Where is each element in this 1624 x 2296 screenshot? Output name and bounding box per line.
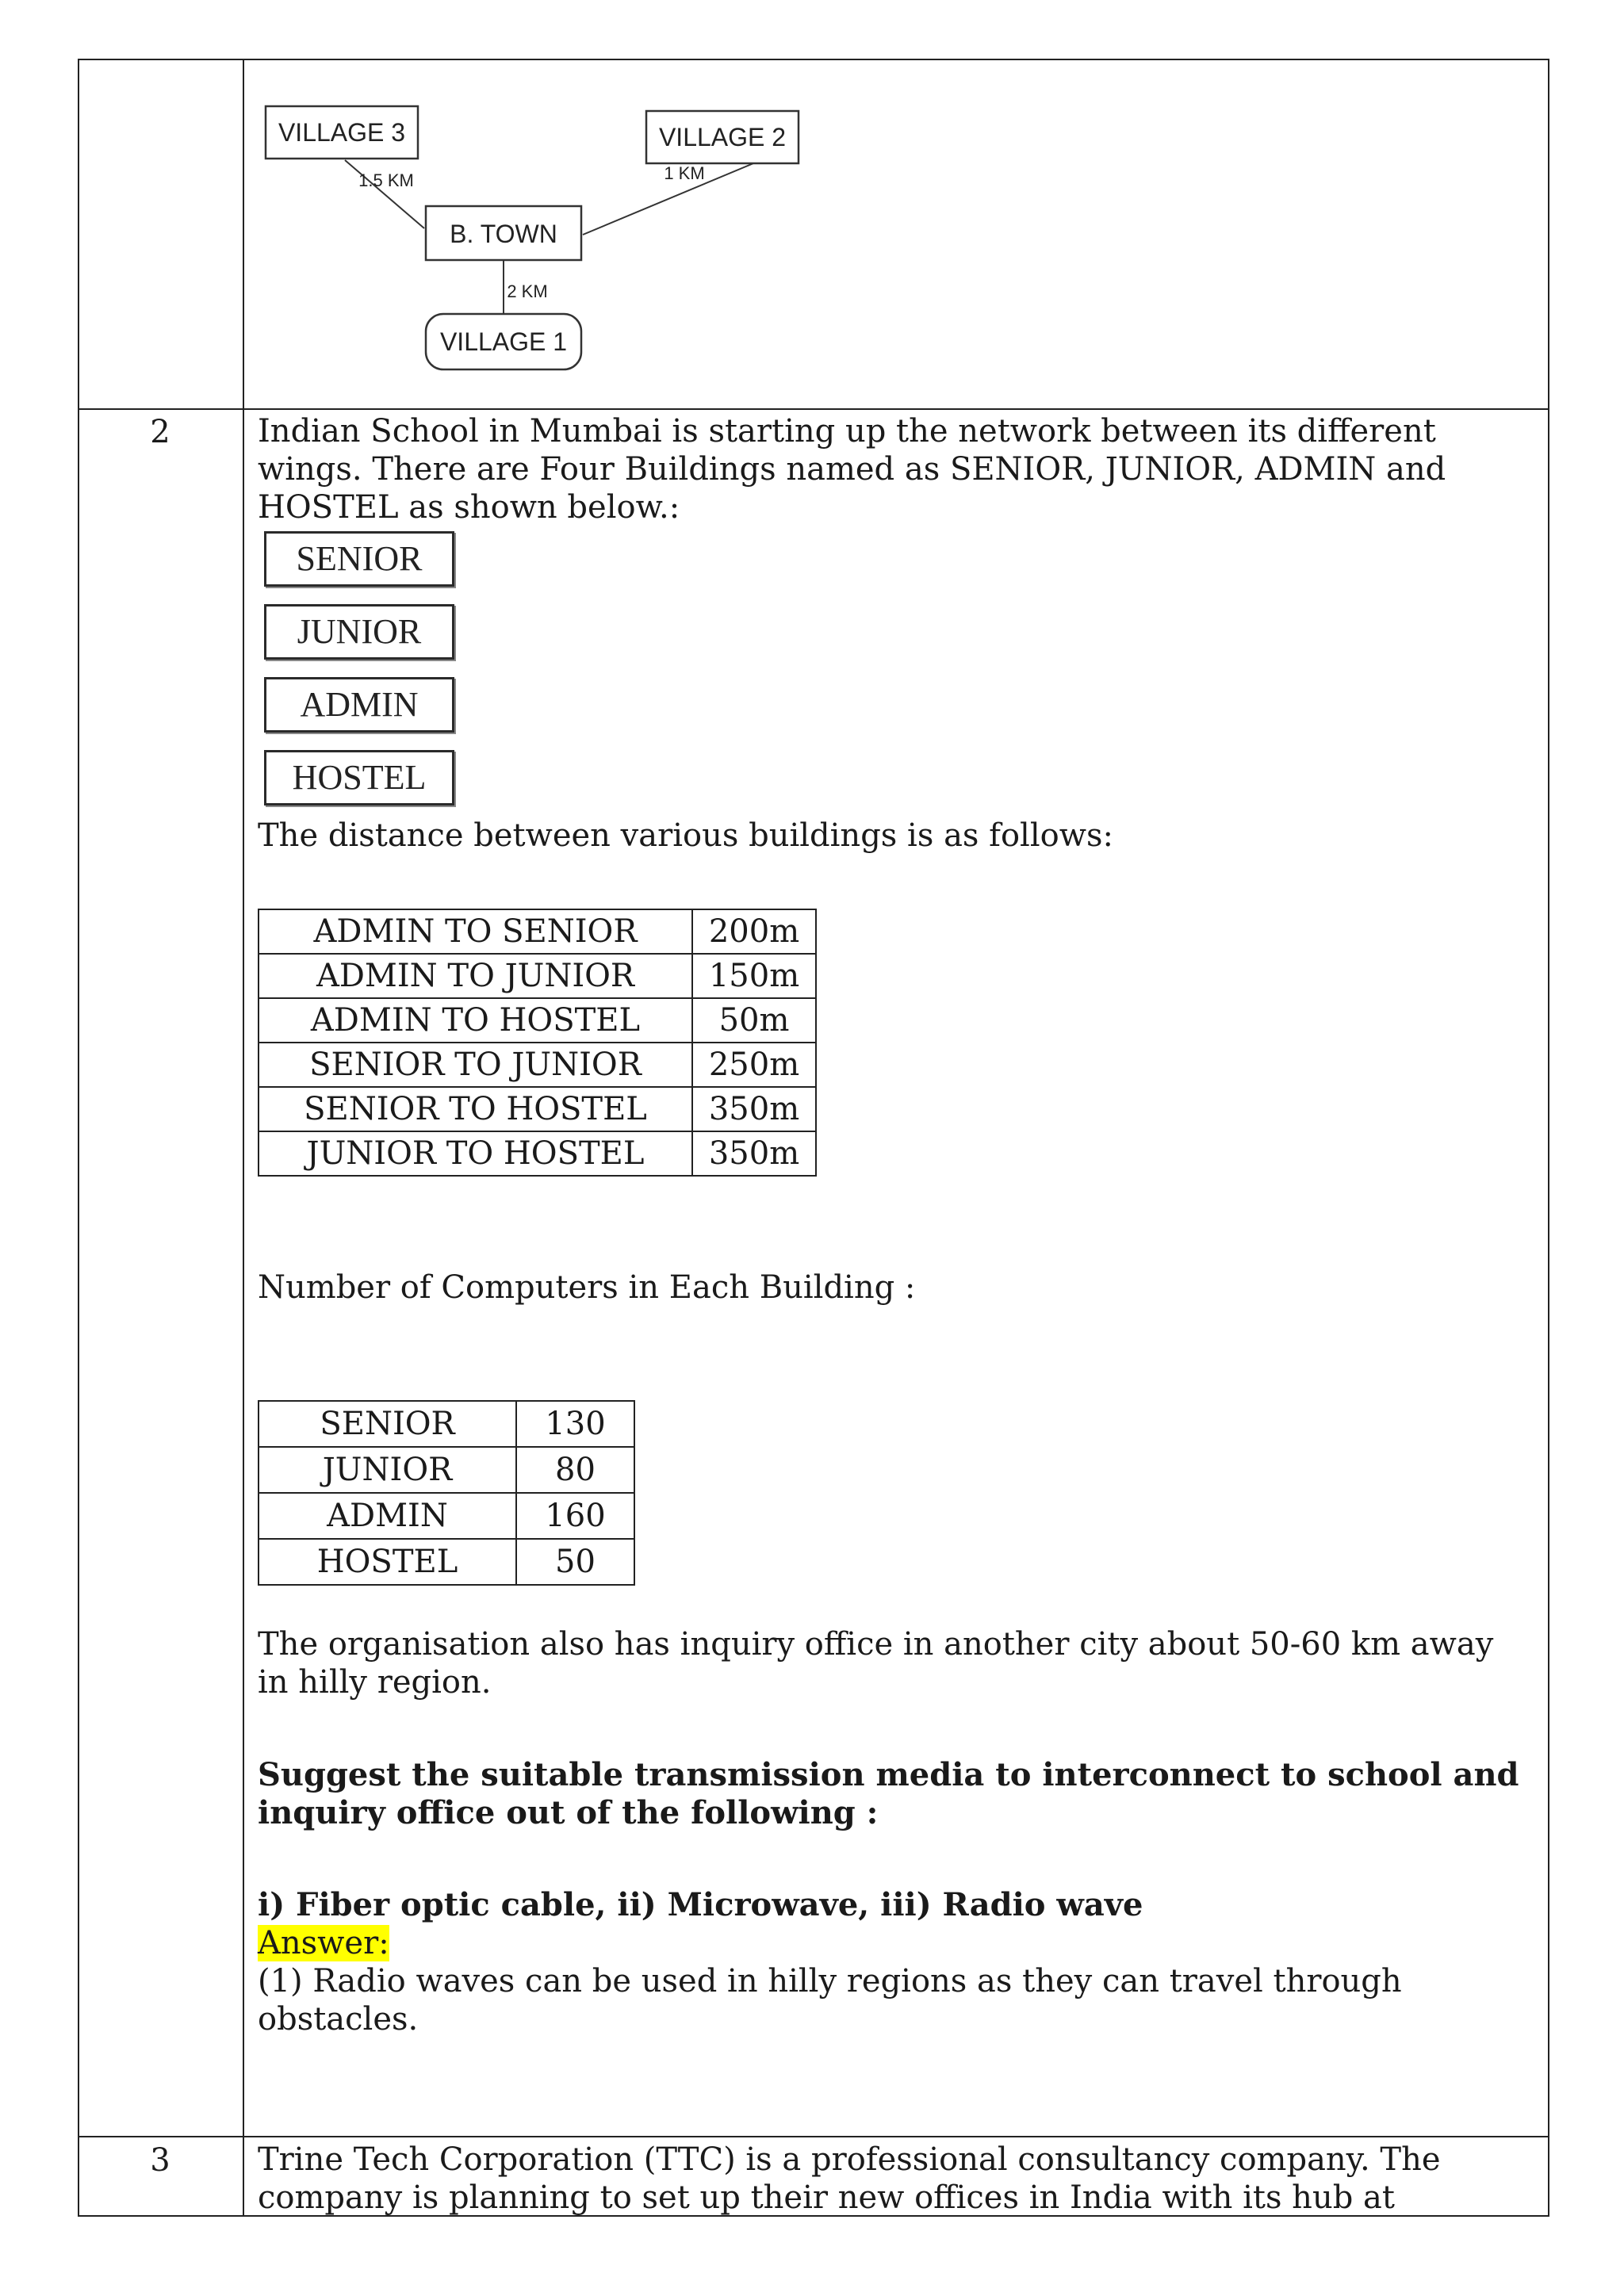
building-cell: ADMIN [259, 1493, 516, 1539]
intro-line: company is planning to set up their new offices in India with its hub at [258, 2179, 1395, 2216]
row-divider [78, 2136, 1549, 2137]
building-cell: SENIOR [259, 1401, 516, 1447]
route-cell: SENIOR TO JUNIOR [259, 1043, 692, 1087]
building-senior: SENIOR [264, 531, 454, 587]
route-cell: JUNIOR TO HOSTEL [259, 1131, 692, 1176]
table-row [259, 1539, 634, 1585]
distance-cell: 150m [692, 954, 816, 998]
village-network-diagram [258, 95, 813, 373]
answer-line: (1) Radio waves can be used in hilly regions as they can travel through [258, 1963, 1402, 1999]
route-cell: SENIOR TO HOSTEL [259, 1087, 692, 1131]
answer-line: obstacles. [258, 2001, 419, 2038]
computers-table [258, 1400, 635, 1586]
table-row [259, 1493, 634, 1539]
distance-cell: 50m [692, 998, 816, 1043]
question-number: 2 [150, 414, 170, 450]
inquiry-line: The organisation also has inquiry office in another city about 50-60 km away [258, 1626, 1494, 1663]
table-row [259, 1401, 634, 1447]
distance-intro: The distance between various buildings is as follows: [258, 817, 1113, 854]
options-line: i) Fiber optic cable, ii) Microwave, iii) Radio wave [258, 1886, 1143, 1923]
intro-line: wings. There are Four Buildings named as SENIOR, JUNIOR, ADMIN and [258, 451, 1446, 488]
building-cell: JUNIOR [259, 1447, 516, 1493]
table-row [259, 1043, 816, 1087]
computers-intro: Number of Computers in Each Building : [258, 1269, 916, 1306]
btown-label: B. TOWN [450, 220, 557, 248]
distance-cell: 350m [692, 1131, 816, 1176]
building-cell: HOSTEL [259, 1539, 516, 1585]
prompt-line: Suggest the suitable transmission media to interconnect to school and [258, 1756, 1519, 1793]
table-row [259, 1131, 816, 1176]
column-divider [243, 59, 244, 2217]
table-row [259, 954, 816, 998]
distance-table [258, 909, 817, 1177]
village1-label: VILLAGE 1 [439, 327, 568, 356]
prompt-line: inquiry office out of the following : [258, 1794, 879, 1831]
distance-label-village2: 1 KM [664, 163, 705, 183]
inquiry-line: in hilly region. [258, 1664, 492, 1701]
building-admin: ADMIN [264, 677, 454, 733]
question-intro [258, 2141, 1441, 2217]
answer-label: Answer: [258, 1925, 389, 1961]
village3-label: VILLAGE 3 [278, 118, 406, 147]
count-cell: 50 [516, 1539, 634, 1585]
route-cell: ADMIN TO JUNIOR [259, 954, 692, 998]
count-cell: 80 [516, 1447, 634, 1493]
distance-cell: 250m [692, 1043, 816, 1087]
count-cell: 130 [516, 1401, 634, 1447]
question-intro [258, 412, 1446, 526]
village2-label: VILLAGE 2 [658, 123, 787, 151]
intro-line: HOSTEL as shown below.: [258, 489, 680, 526]
table-row [259, 1087, 816, 1131]
distance-cell: 200m [692, 909, 816, 954]
distance-label-village3: 1.5 KM [358, 170, 414, 190]
intro-line: Trine Tech Corporation (TTC) is a professional consultancy company. The [258, 2141, 1441, 2178]
table-row [259, 998, 816, 1043]
distance-cell: 350m [692, 1087, 816, 1131]
row-divider [78, 408, 1549, 410]
intro-line: Indian School in Mumbai is starting up the network between its different [258, 413, 1436, 450]
question-number: 3 [150, 2142, 170, 2179]
table-row [259, 1447, 634, 1493]
building-hostel: HOSTEL [264, 750, 454, 806]
count-cell: 160 [516, 1493, 634, 1539]
inquiry-paragraph [258, 1625, 1493, 1701]
answer-block [258, 1924, 1402, 2038]
route-cell: ADMIN TO SENIOR [259, 909, 692, 954]
building-junior: JUNIOR [264, 604, 454, 660]
table-row [259, 909, 816, 954]
distance-label-village1: 2 KM [507, 281, 548, 301]
question-prompt [258, 1756, 1519, 1832]
route-cell: ADMIN TO HOSTEL [259, 998, 692, 1043]
